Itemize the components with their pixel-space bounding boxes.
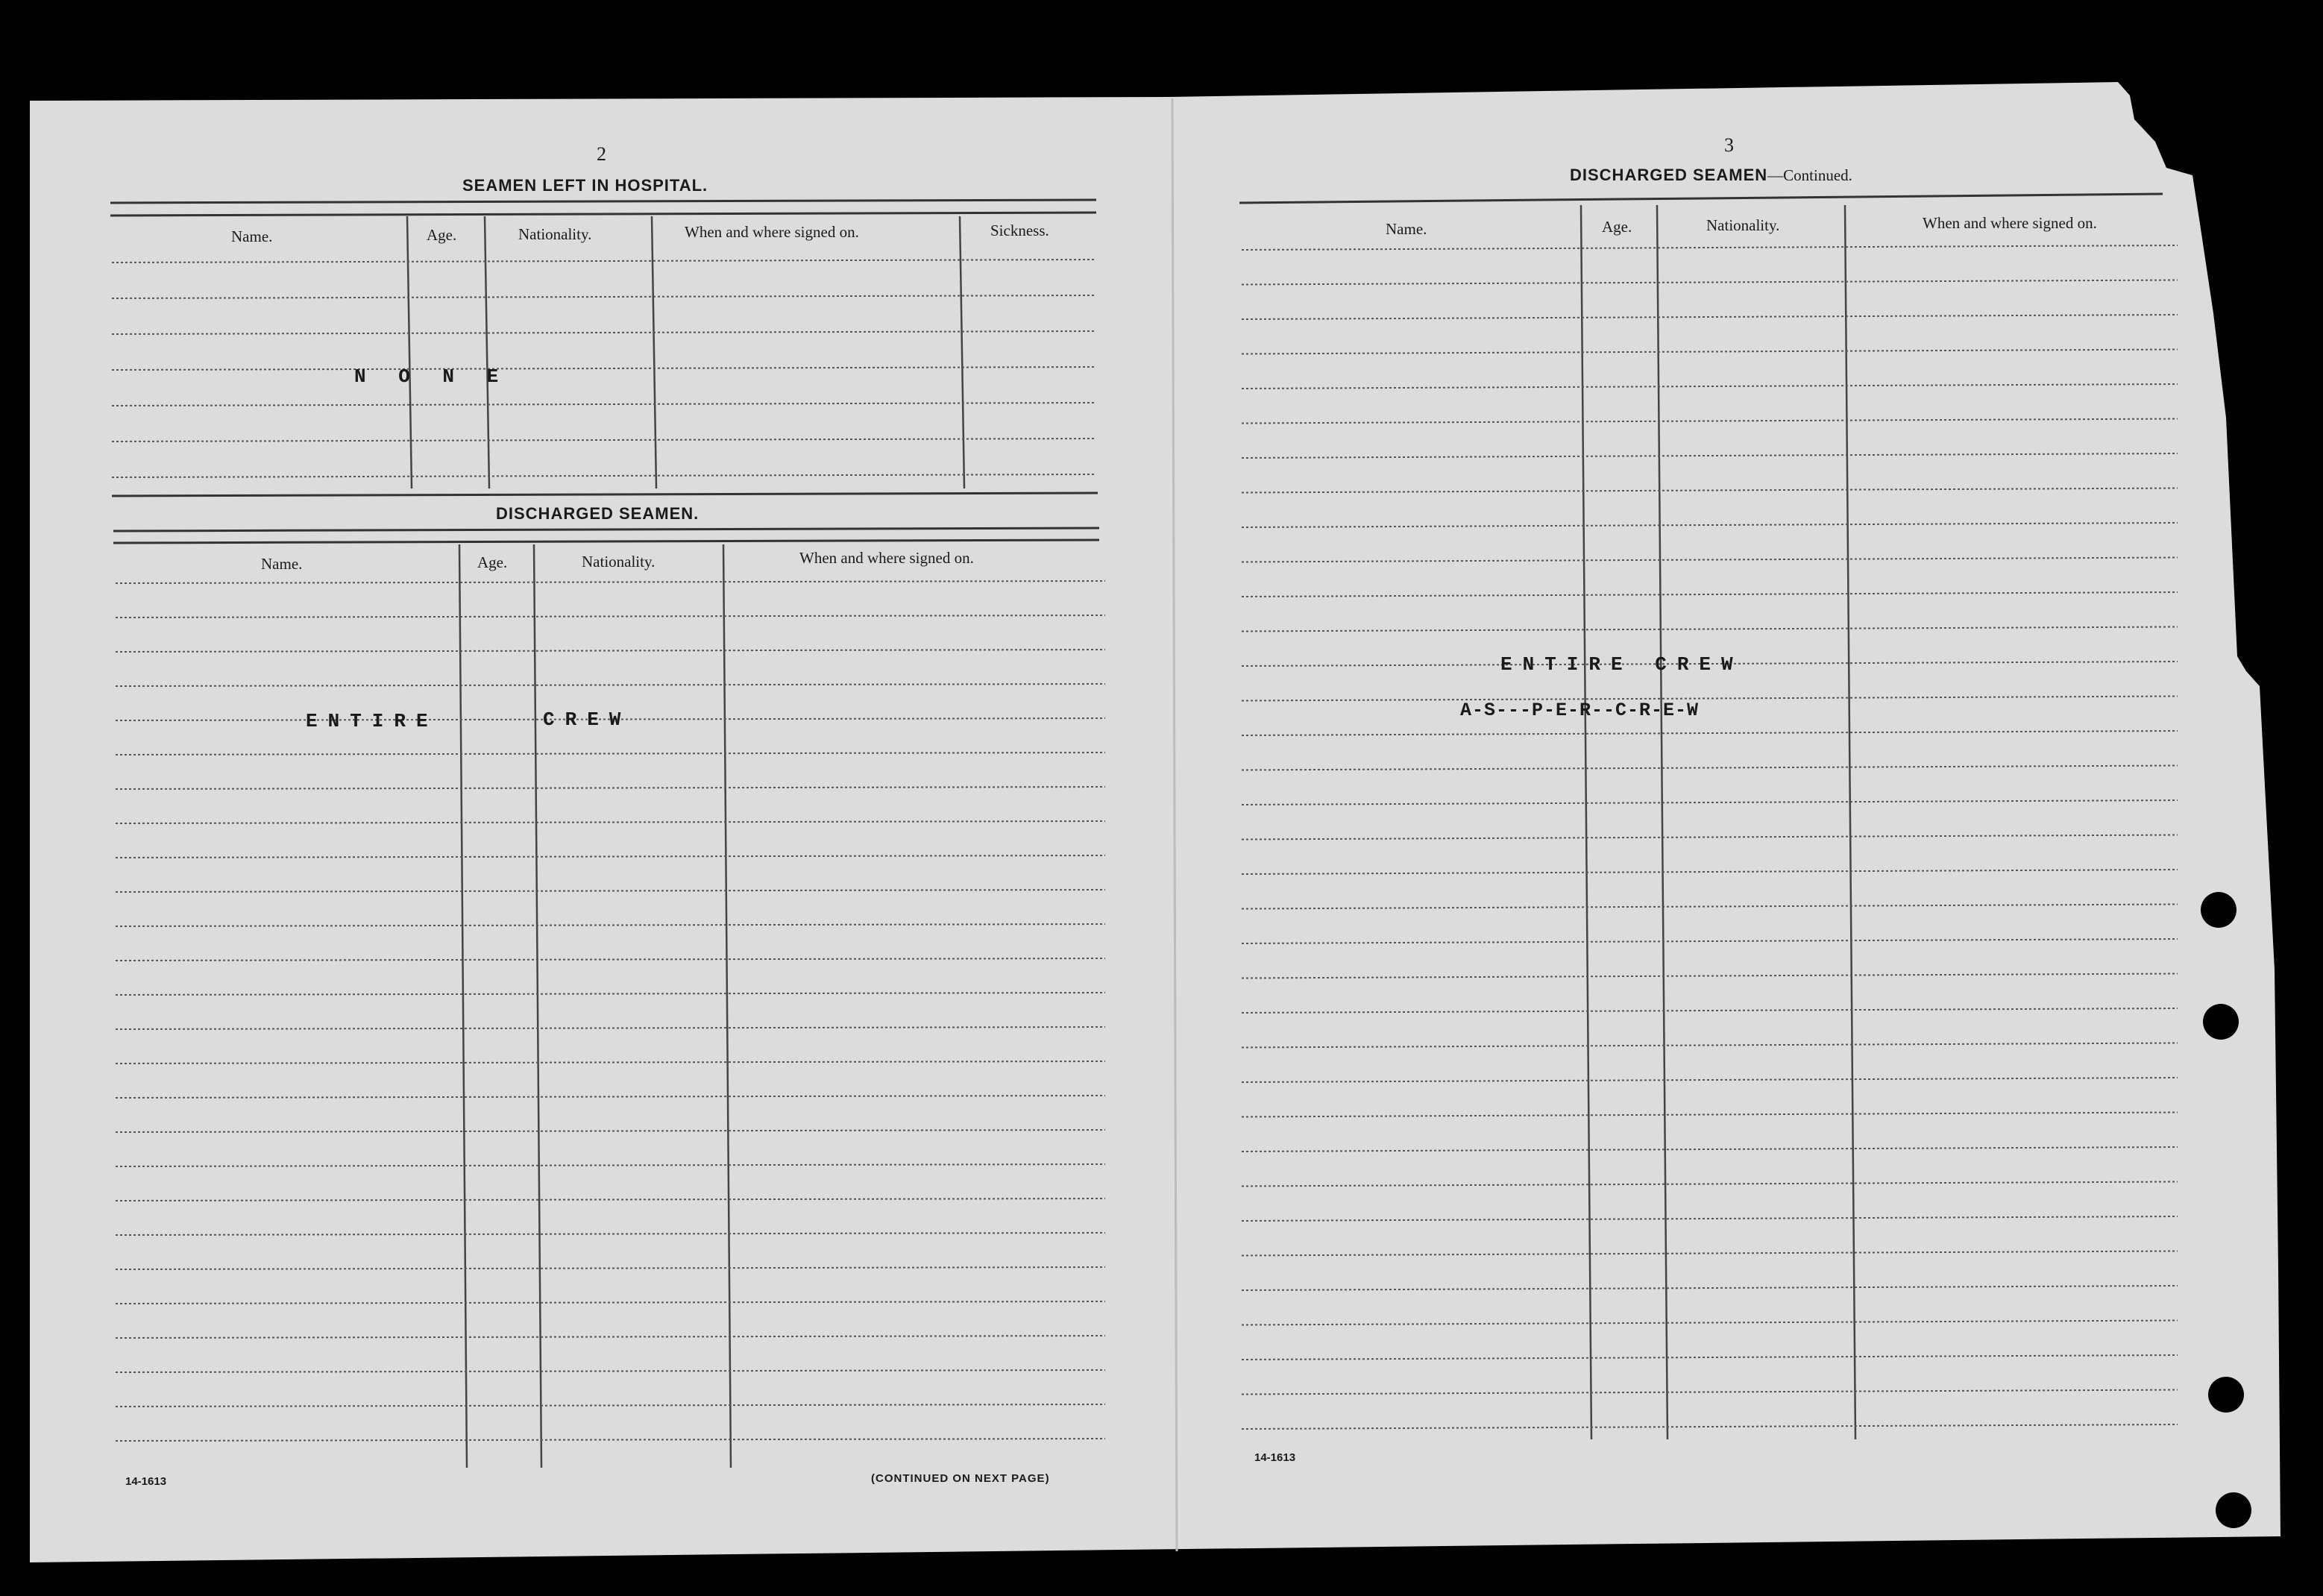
page-number-left: 2 bbox=[597, 143, 606, 165]
continued-typed-as-per-crew: A-S---P-E-R--C-R-E-W bbox=[1460, 700, 1700, 721]
discharged-col-signed-on: When and where signed on. bbox=[799, 549, 974, 567]
continued-col-nationality: Nationality. bbox=[1706, 216, 1780, 234]
discharged-col-name: Name. bbox=[261, 555, 303, 573]
binder-hole bbox=[2208, 1377, 2244, 1413]
continued-col-name: Name. bbox=[1386, 220, 1427, 238]
discharged-col-age: Age. bbox=[477, 553, 508, 571]
continued-note: (CONTINUED ON NEXT PAGE) bbox=[871, 1472, 1050, 1485]
discharged-typed-name: ENTIRE bbox=[306, 710, 438, 732]
discharged-section-title: DISCHARGED SEAMEN. bbox=[496, 504, 700, 523]
hospital-col-sickness: Sickness. bbox=[990, 222, 1049, 239]
page-number-right: 3 bbox=[1724, 134, 1734, 156]
continued-col-signed-on: When and where signed on. bbox=[1923, 214, 2097, 232]
hospital-col-nationality: Nationality. bbox=[518, 225, 592, 243]
discharged-typed-nationality: CREW bbox=[543, 709, 632, 731]
binder-hole bbox=[2201, 892, 2236, 928]
continued-section-title bbox=[1570, 166, 1852, 185]
binder-hole bbox=[2216, 1492, 2251, 1528]
hospital-col-signed-on: When and where signed on. bbox=[685, 223, 859, 241]
continued-section-title-main: DISCHARGED SEAMEN bbox=[1570, 166, 1768, 184]
continued-col-age: Age. bbox=[1602, 218, 1632, 236]
discharged-col-nationality: Nationality. bbox=[582, 553, 656, 571]
continued-typed-entire-crew: ENTIRE CREW bbox=[1500, 653, 1744, 676]
hospital-col-name: Name. bbox=[231, 227, 273, 245]
form-code-right: 14-1613 bbox=[1254, 1451, 1296, 1464]
hospital-col-age: Age. bbox=[427, 226, 457, 244]
continued-section-title-suffix: —Continued. bbox=[1767, 166, 1852, 184]
hospital-section-title: SEAMEN LEFT IN HOSPITAL. bbox=[462, 176, 708, 195]
binder-hole bbox=[2203, 1004, 2239, 1040]
hospital-typed-none: N O N E bbox=[354, 365, 509, 388]
form-code-left: 14-1613 bbox=[125, 1475, 167, 1488]
